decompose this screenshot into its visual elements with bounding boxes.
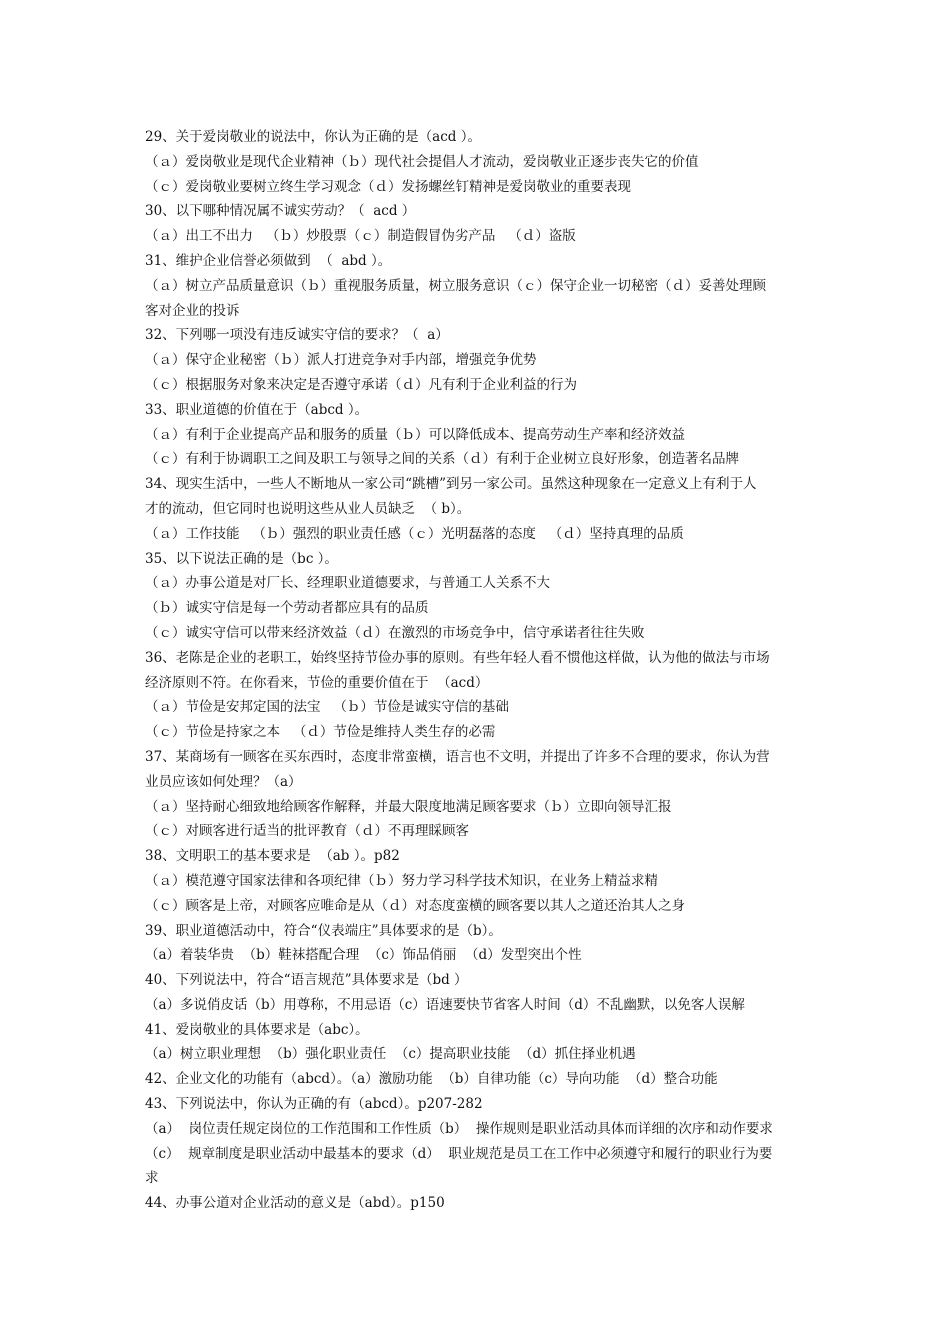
text-line: （ａ）节俭是安邦定国的法宝 （ｂ）节俭是诚实守信的基础 — [145, 699, 509, 716]
text-line: （ｃ）有利于协调职工之间及职工与领导之间的关系（ｄ）有利于企业树立良好形象，创造著名品牌 — [145, 451, 739, 468]
text-line: （ａ）办事公道是对厂长、经理职业道德要求，与普通工人关系不大 — [145, 575, 550, 592]
text-line: 37、某商场有一顾客在买东西时，态度非常蛮横，语言也不文明，并提出了许多不合理的要求，你认为营 — [145, 748, 770, 765]
text-line: 36、老陈是企业的老职工，始终坚持节俭办事的原则。有些年轻人看不惯他这样做，认为他的做法与市场 — [145, 649, 770, 666]
text-line: （ａ）爱岗敬业是现代企业精神（ｂ）现代社会提倡人才流动，爱岗敬业正逐步丧失它的价值 — [145, 153, 699, 170]
text-line: 30、以下哪种情况属不诚实劳动？（ acd ） — [145, 203, 416, 220]
text-line: （ｃ）爱岗敬业要树立终生学习观念（ｄ）发扬螺丝钉精神是爱岗敬业的重要表现 — [145, 178, 631, 195]
text-line: 41、爱岗敬业的具体要求是（abc）。 — [145, 1021, 369, 1038]
text-line: （a）多说俏皮话（b）用尊称，不用忌语（c）语速要快节省客人时间（d）不乱幽默，以免客人误解 — [145, 996, 745, 1013]
text-line: （ａ）有利于企业提高产品和服务的质量（ｂ）可以降低成本、提高劳动生产率和经济效益 — [145, 426, 685, 443]
text-line: （ｃ）根据服务对象来决定是否遵守承诺（ｄ）凡有利于企业利益的行为 — [145, 376, 577, 393]
text-line: （ｃ）诚实守信可以带来经济效益（ｄ）在激烈的市场竞争中，信守承诺者往往失败 — [145, 624, 645, 641]
text-line: 44、办事公道对企业活动的意义是（abd）。p150 — [145, 1195, 445, 1212]
text-line: （ａ）保守企业秘密（ｂ）派人打进竞争对手内部，增强竞争优势 — [145, 352, 537, 369]
text-line: （ｃ）对顾客进行适当的批评教育（ｄ）不再理睬顾客 — [145, 823, 469, 840]
document-body — [145, 125, 810, 1216]
text-line: （ａ）工作技能 （ｂ）强烈的职业责任感（ｃ）光明磊落的态度 （ｄ）坚持真理的品质 — [145, 525, 684, 542]
text-line: 38、文明职工的基本要求是 （ab ）。p82 — [145, 848, 400, 865]
text-line: 29、关于爱岗敬业的说法中，你认为正确的是（acd ）。 — [145, 129, 481, 145]
text-line: （c） 规章制度是职业活动中最基本的要求（d） 职业规范是员工在工作中必须遵守和履行的职业行为要 — [145, 1145, 773, 1162]
text-line: （ｂ）诚实守信是每一个劳动者都应具有的品质 — [145, 600, 429, 617]
text-line: （a） 岗位责任规定岗位的工作范围和工作性质（b） 操作规则是职业活动具体而详细的次序和动作要求 — [145, 1120, 773, 1137]
text-line: 业员应该如何处理？（a） — [145, 773, 302, 790]
text-line: （ｃ）节俭是持家之本 （ｄ）节俭是维持人类生存的必需 — [145, 724, 496, 741]
text-line: 33、职业道德的价值在于（abcd ）。 — [145, 401, 369, 418]
text-line: 42、企业文化的功能有（abcd）。（a）激励功能 （b）自律功能（c）导向功能 （d）整合功能 — [145, 1071, 718, 1088]
text-line: 35、以下说法正确的是（bc ）。 — [145, 550, 338, 567]
text-line: 39、职业道德活动中，符合“仪表端庄”具体要求的是（b）。 — [145, 922, 502, 939]
text-line: 32、下列哪一项没有违反诚实守信的要求？（ a） — [145, 327, 449, 344]
text-line: （a）着装华贵 （b）鞋袜搭配合理 （c）饰品俏丽 （d）发型突出个性 — [145, 947, 582, 964]
text-line: （ａ）出工不出力 （ｂ）炒股票（ｃ）制造假冒伪劣产品 （ｄ）盗版 — [145, 228, 576, 245]
text-line: （ａ）模范遵守国家法律和各项纪律（ｂ）努力学习科学技术知识，在业务上精益求精 — [145, 872, 658, 889]
text-line: （a）树立职业理想 （b）强化职业责任 （c）提高职业技能 （d）抓住择业机遇 — [145, 1046, 636, 1063]
text-line: 34、现实生活中，一些人不断地从一家公司“跳槽”到另一家公司。虽然这种现象在一定意义上有利于人 — [145, 476, 757, 493]
text-line: 才的流动，但它同时也说明这些从业人员缺乏 （ b）。 — [145, 500, 471, 517]
text-line: 客对企业的投诉 — [145, 302, 240, 319]
text-line: 经济原则不符。在你看来，节俭的重要价值在于 （acd） — [145, 674, 489, 691]
text-line: （ａ）坚持耐心细致地给顾客作解释，并最大限度地满足顾客要求（ｂ）立即向领导汇报 — [145, 798, 672, 815]
text-line: 43、下列说法中，你认为正确的有（abcd）。p207-282 — [145, 1096, 483, 1113]
text-line: 31、维护企业信誉必须做到 （ abd ）。 — [145, 252, 392, 269]
text-line: 求 — [145, 1170, 159, 1187]
text-line: （ａ）树立产品质量意识（ｂ）重视服务质量，树立服务意识（ｃ）保守企业一切秘密（ｄ）妥善处理顾 — [145, 277, 766, 294]
text-line: 40、下列说法中，符合“语言规范”具体要求是（bd ） — [145, 972, 468, 989]
text-line: （ｃ）顾客是上帝，对顾客应唯命是从（ｄ）对态度蛮横的顾客要以其人之道还治其人之身 — [145, 897, 685, 914]
